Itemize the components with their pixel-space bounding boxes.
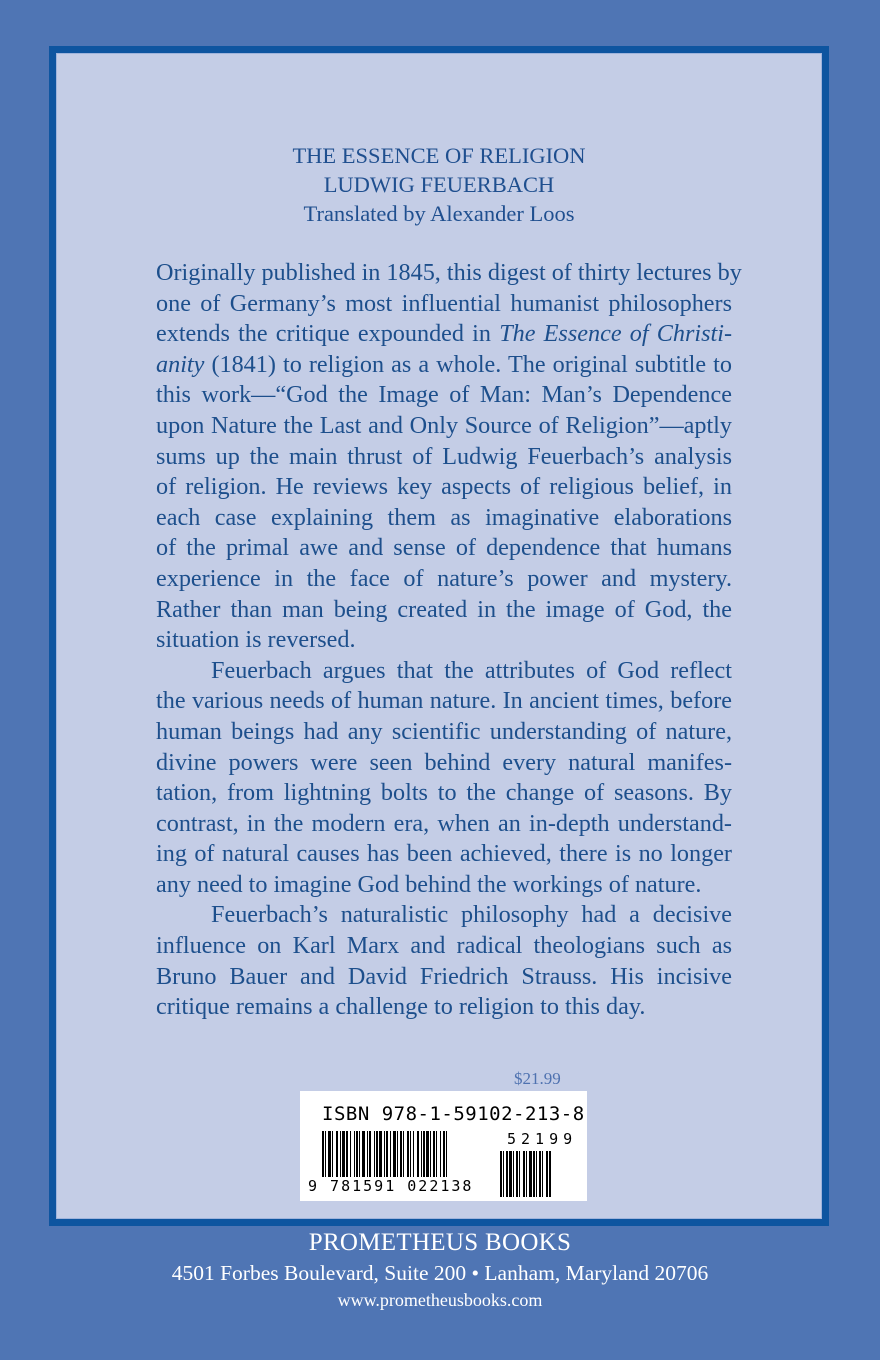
blurb-line: anity (1841) to religion as a whole. The original subtitle to	[156, 350, 732, 378]
blurb-line: divine powers were seen behind every natural manifes-	[156, 748, 732, 776]
book-translator: Translated by Alexander Loos	[303, 201, 575, 226]
blurb-line: contrast, in the modern era, when an in-depth understand-	[156, 809, 732, 837]
publisher-address: 4501 Forbes Boulevard, Suite 200 • Lanham, Maryland 20706	[171, 1261, 709, 1285]
publisher-block	[0, 1226, 880, 1311]
addon-barcode-bars	[500, 1151, 578, 1197]
isbn-barcode	[300, 1091, 587, 1201]
blurb-text	[156, 258, 742, 1023]
blurb-line: the various needs of human nature. In ancient times, before	[156, 687, 732, 715]
blurb-line: of the primal awe and sense of dependence that humans	[156, 534, 732, 562]
cover-panel	[49, 46, 829, 1226]
blurb-line: tation, from lightning bolts to the change of seasons. By	[156, 779, 732, 807]
ean-digits: 9 781591 022138	[308, 1177, 474, 1195]
blurb-line: ing of natural causes has been achieved, there is no longer	[156, 840, 732, 868]
blurb-line: Rather than man being created in the image of God, the	[156, 595, 732, 623]
book-author: LUDWIG FEUERBACH	[323, 172, 555, 197]
blurb-line: Feuerbach argues that the attributes of God reflect	[211, 656, 732, 684]
blurb-line: situation is reversed.	[156, 626, 356, 654]
blurb-line: of religion. He reviews key aspects of religious belief, in	[156, 473, 732, 501]
isbn-label: ISBN 978-1-59102-213-8	[322, 1103, 585, 1125]
blurb-line: influence on Karl Marx and radical theologians such as	[156, 932, 732, 960]
blurb-line: Bruno Bauer and David Friedrich Strauss. His incisive	[156, 962, 732, 990]
blurb-paragraph	[156, 656, 732, 901]
blurb-line: upon Nature the Last and Only Source of Religion”—aptly	[156, 411, 732, 439]
ean-barcode-bars	[322, 1131, 502, 1183]
blurb-line: one of Germany’s most influential humanist philosophers	[156, 289, 732, 317]
blurb-line: Feuerbach’s naturalistic philosophy had a decisive	[211, 901, 732, 929]
publisher-name: PROMETHEUS BOOKS	[308, 1229, 572, 1256]
blurb-line: each case explaining them as imaginative elaborations	[156, 503, 732, 531]
blurb-paragraph	[156, 258, 742, 656]
title-block	[56, 141, 822, 228]
book-title: THE ESSENCE OF RELIGION	[292, 143, 586, 168]
blurb-line: human beings had any scientific understanding of nature,	[156, 717, 732, 745]
publisher-website[interactable]: www.prometheusbooks.com	[337, 1290, 543, 1310]
blurb-line: this work—“God the Image of Man: Man’s Dependence	[156, 381, 732, 409]
blurb-line: extends the critique expounded in The Essence of Christi-	[156, 320, 733, 348]
blurb-line: critique remains a challenge to religion to this day.	[156, 993, 646, 1021]
blurb-line: any need to imagine God behind the workings of nature.	[156, 870, 702, 898]
price-label: $21.99	[514, 1069, 561, 1088]
blurb-line: Originally published in 1845, this digest of thirty lectures by	[156, 259, 742, 286]
blurb-line: experience in the face of nature’s power and mystery.	[156, 564, 732, 592]
blurb-line: sums up the main thrust of Ludwig Feuerbach’s analysis	[156, 442, 732, 470]
addon-digits: 52199	[507, 1130, 578, 1148]
blurb-paragraph	[156, 900, 732, 1022]
